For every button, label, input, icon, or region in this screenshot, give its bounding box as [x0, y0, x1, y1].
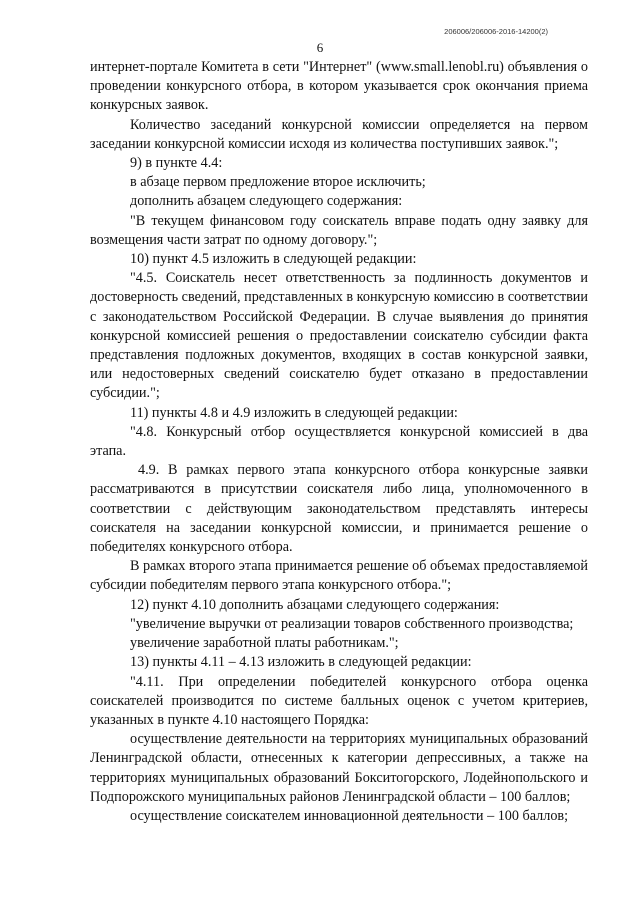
paragraph: увеличение заработной платы работникам."; [130, 635, 399, 652]
paragraph: В рамках второго этапа принимается решение об объемах предоставляемой субсидии победителям первого этапа конкурсного отбора."; [90, 558, 588, 594]
paragraph: 12) пункт 4.10 дополнить абзацами следующего содержания: [130, 596, 500, 613]
paragraph: 9) в пункте 4.4: [130, 155, 223, 172]
paragraph: 13) пункты 4.11 – 4.13 изложить в следующей редакции: [130, 654, 472, 671]
paragraph: "4.11. При определении победителей конкурсного отбора оценка соискателей производится по системе балльных оценок с учетом критериев, указанных в пункте 4.10 настоящего Порядка: [90, 673, 588, 728]
document-id: 206006/206006-2016-14200(2) [444, 27, 548, 36]
paragraph: осуществление деятельности на территориях муниципальных образований Ленинградской области, отнесенных к категории депрессивных, а также на территориях муниципальных образований Бокситогорского, Лодейнопольского и Подпорожского муниципальных районов Ленинградской области – 100 баллов; [90, 731, 588, 805]
paragraph: дополнить абзацем следующего содержания: [130, 193, 403, 210]
paragraph: "увеличение выручки от реализации товаров собственного производства; [130, 615, 574, 632]
paragraph: осуществление соискателем инновационной деятельности – 100 баллов; [130, 807, 569, 824]
page-number: 6 [316, 40, 324, 55]
paragraph: в абзаце первом предложение второе исключить; [130, 174, 426, 191]
paragraph: 11) пункты 4.8 и 4.9 изложить в следующей редакции: [130, 404, 458, 421]
paragraph: 4.9. В рамках первого этапа конкурсного отбора конкурсные заявки рассматриваются в присутствии соискателя либо лица, уполномоченного в соответствии с действующим законодательством представлять интересы соискателя на заседании конкурсной комиссии, и принимается решение о победителях конкурсного отбора. [90, 462, 588, 556]
paragraph: Количество заседаний конкурсной комиссии определяется на первом заседании конкурсной комиссии исходя из количества поступивших заявок."; [90, 116, 588, 152]
paragraph: "4.8. Конкурсный отбор осуществляется конкурсной комиссией в два этапа. [90, 423, 588, 460]
paragraph: "4.5. Соискатель несет ответственность за подлинность документов и достоверность сведений, представленных в конкурсную комиссию в соответствии с законодательством Российской Федерации. В случае выявления до принятия конкурсной комиссией решения о предоставлении соискателю субсидии факта представления подложных документов, входящих в состав конкурсной заявки, или недостоверных сведений соискателю будет отказано в предоставлении субсидии."; [90, 270, 588, 402]
paragraph: 10) пункт 4.5 изложить в следующей редакции: [130, 251, 417, 268]
paragraph: интернет-портале Комитета в сети "Интернет" (www.small.lenobl.ru) объявления о проведении конкурсного отбора, в котором указывается срок окончания приема конкурсных заявок. [90, 59, 588, 114]
document-body [90, 58, 588, 826]
paragraph: "В текущем финансовом году соискатель вправе подать одну заявку для возмещения части затрат по одному договору."; [90, 212, 588, 248]
